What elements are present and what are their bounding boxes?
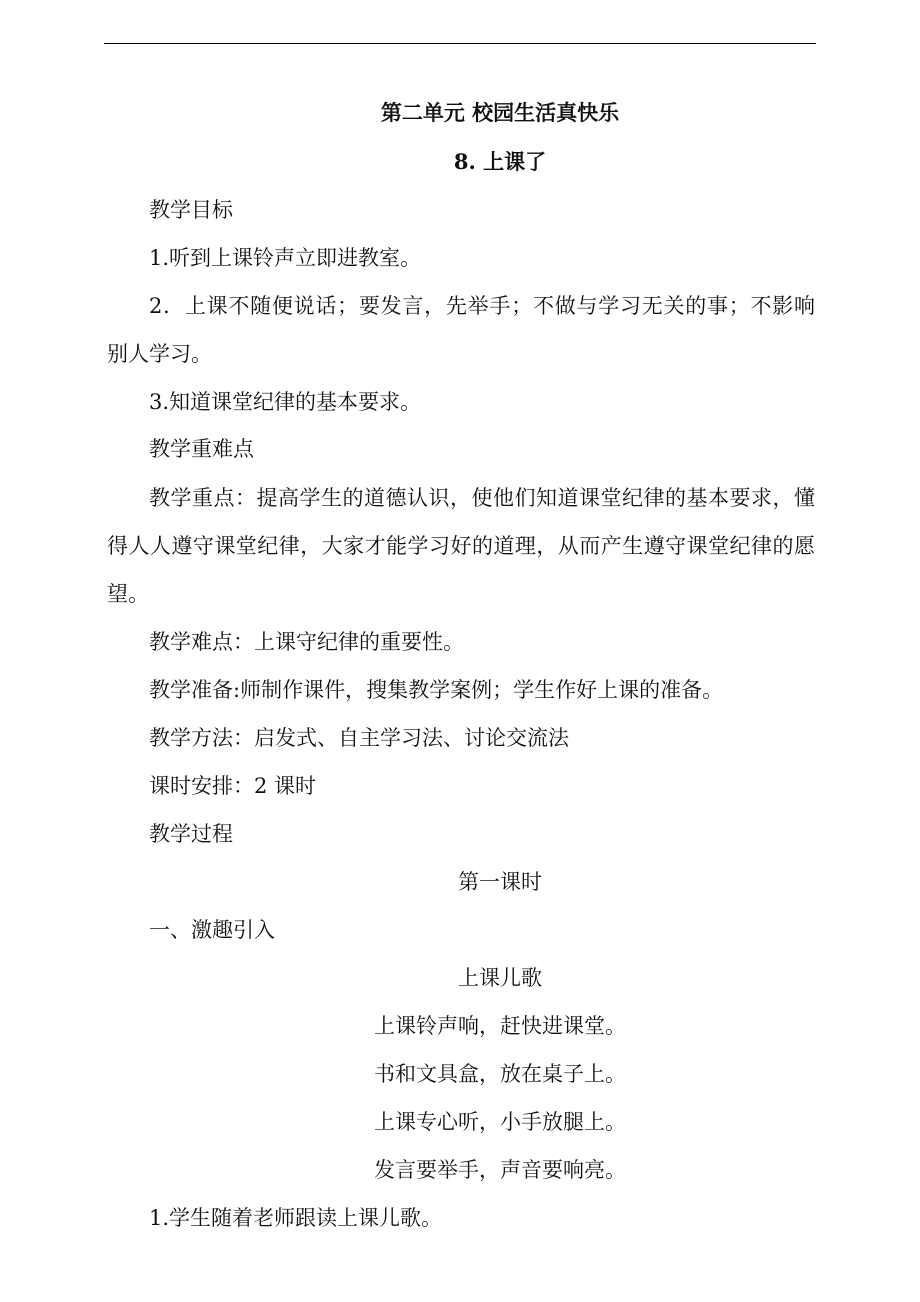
process-heading: 教学过程 <box>149 822 233 846</box>
objective-2-line1: 2．上课不随便说话；要发言，先举手；不做与学习无关的事；不影响 <box>149 294 815 318</box>
song-title: 上课儿歌 <box>458 966 542 990</box>
key-point-line1: 教学重点：提高学生的道德认识，使他们知道课堂纪律的基本要求，懂 <box>149 486 815 510</box>
objective-2-line2: 别人学习。 <box>107 342 212 366</box>
song-line-3: 上课专心听，小手放腿上。 <box>374 1110 626 1134</box>
preparation: 教学准备:师制作课件，搜集教学案例；学生作好上课的准备。 <box>149 678 724 702</box>
song-line-4: 发言要举手，声音要响亮。 <box>374 1158 626 1182</box>
first-period-heading: 第一课时 <box>458 870 542 894</box>
step-1: 1.学生随着老师跟读上课儿歌。 <box>149 1206 443 1230</box>
key-point-line3: 望。 <box>107 582 149 606</box>
methods: 教学方法：启发式、自主学习法、讨论交流法 <box>149 726 569 750</box>
difficulty: 教学难点：上课守纪律的重要性。 <box>149 630 464 654</box>
key-points-heading: 教学重难点 <box>149 437 254 461</box>
objectives-heading: 教学目标 <box>149 198 233 222</box>
part-1-heading: 一、激趣引入 <box>149 918 275 942</box>
song-line-1: 上课铃声响，赶快进课堂。 <box>374 1014 626 1038</box>
lesson-title: 8. 上课了 <box>453 149 547 174</box>
header-rule <box>104 43 816 44</box>
objective-3: 3.知道课堂纪律的基本要求。 <box>149 390 422 414</box>
song-line-2: 书和文具盒，放在桌子上。 <box>374 1062 626 1086</box>
schedule: 课时安排：2 课时 <box>149 774 317 798</box>
key-point-line2: 得人人遵守课堂纪律，大家才能学习好的道理，从而产生遵守课堂纪律的愿 <box>107 534 815 558</box>
objective-1: 1.听到上课铃声立即进教室。 <box>149 246 422 270</box>
unit-title: 第二单元 校园生活真快乐 <box>380 100 620 125</box>
